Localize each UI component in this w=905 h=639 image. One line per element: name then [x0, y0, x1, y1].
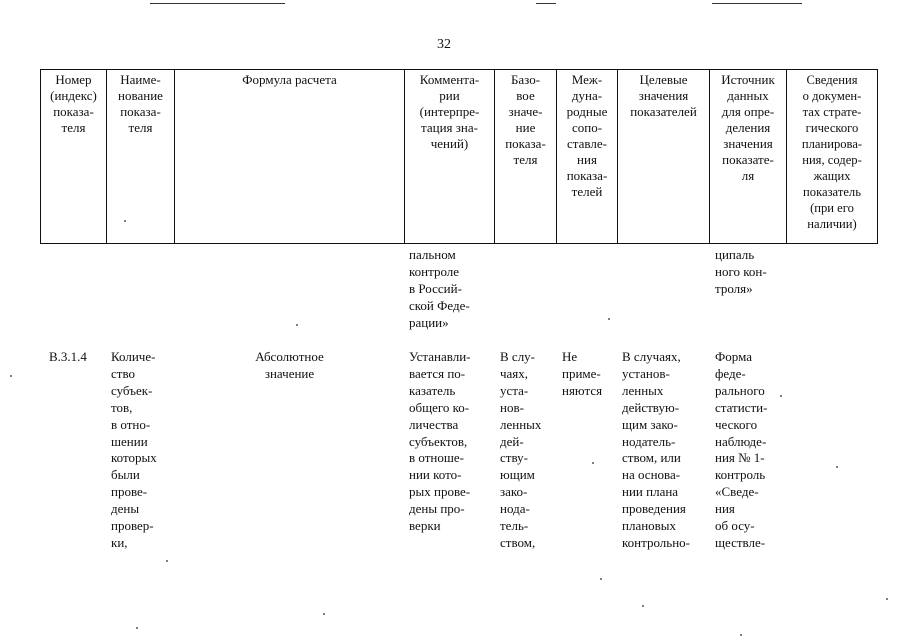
header-strategic-docs: Сведения о докумен- тах страте- гического планирова- ния, содер- жащих показатель (при его наличии) — [801, 73, 863, 231]
scan-speck — [10, 375, 12, 377]
header-data-source: Источник данных для опре- деления значения показате- ля — [721, 72, 775, 183]
scan-speck — [642, 605, 644, 607]
row-data-source: Форма феде- рального статисти- ческого наблюде- ния № 1- контроль «Сведе- ния об осу- ществле- — [715, 349, 768, 550]
scan-speck — [592, 462, 594, 464]
row-formula: Абсолютное значение — [255, 349, 324, 381]
table-border-top — [40, 69, 878, 70]
continuation-source: ципаль ного кон- троля» — [715, 247, 767, 296]
row-index: В.3.1.4 — [49, 349, 87, 364]
header-base-value: Базо- вое значе- ние показа- теля — [505, 72, 546, 167]
continuation-comment: пальном контроле в Россий- ской Феде- рации» — [409, 247, 470, 330]
header-index: Номер (индекс) показа- теля — [50, 72, 97, 135]
row-comment: Устанавли- вается по- казатель общего ко- личества субъектов, в отноше- нии кото- рых прове- дены про- верки — [409, 349, 471, 534]
scan-edge-line — [712, 3, 802, 4]
table-border-bottom — [40, 243, 878, 244]
scan-speck — [780, 395, 782, 397]
scan-edge-line — [536, 3, 556, 4]
scan-speck — [836, 466, 838, 468]
header-international: Меж- дуна- родные сопо- ставле- ния показа- телей — [566, 72, 608, 199]
scan-speck — [608, 318, 610, 320]
column-divider — [877, 69, 878, 244]
scan-speck — [886, 598, 888, 600]
scan-speck — [323, 613, 325, 615]
page-number: 32 — [437, 37, 451, 52]
header-target-values: Целевые значения показателей — [630, 72, 697, 119]
header-formula: Формула расчета — [242, 72, 337, 87]
scan-speck — [136, 627, 138, 629]
header-name: Наиме- нование показа- теля — [118, 72, 163, 135]
scan-speck — [166, 560, 168, 562]
row-name: Количе- ство субъек- тов, в отно- шении которых были прове- дены провер- ки, — [111, 349, 157, 550]
header-comment: Коммента- рии (интерпре- тация зна- чений) — [419, 72, 480, 151]
row-base-value: В слу- чаях, уста- нов- ленных дей- ству- ющим зако- нода- тель- ством, — [500, 349, 542, 550]
scan-edge-line — [150, 3, 285, 4]
scan-speck — [600, 578, 602, 580]
scan-speck — [124, 220, 126, 222]
row-target-values: В случаях, установ- ленных действую- щим зако- нодатель- ством, или на основа- нии плана проведения плановых контрольно- — [622, 349, 690, 550]
scan-speck — [740, 634, 742, 636]
row-international: Не приме- няются — [562, 349, 603, 398]
scan-speck — [296, 324, 298, 326]
